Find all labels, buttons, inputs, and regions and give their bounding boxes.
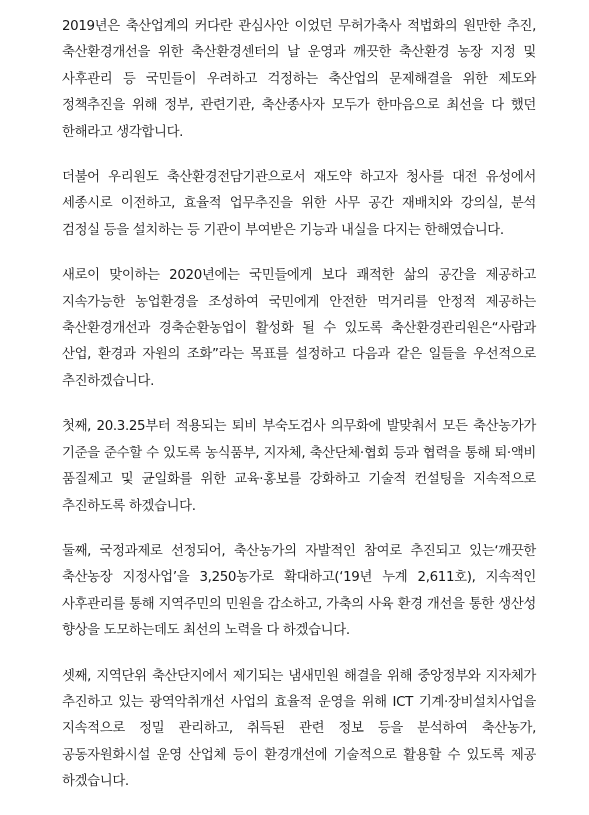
paragraph-first-priority: 첫째, 20.3.25부터 적용되는 퇴비 부숙도검사 의무화에 발맞춰서 모든 축산농가가 기준을 준수할 수 있도록 농식품부, 지자체, 축산단체·협회 등과 협력을 통해 퇴·액비 품질제고 및 균일화를 위한 교육·홍보를 강화하고 기술적 컨설팅을 지속적으로 추진하도록 하겠습니다. <box>62 419 536 514</box>
document-body <box>62 14 536 815</box>
paragraph-2019-review: 2019년은 축산업계의 커다란 관심사안 이었던 무허가축사 적법화의 원만한 추진, 축산환경개선을 위한 축산환경센터의 날 운영과 깨끗한 축산환경 농장 지정 및 사후관리 등 국민들이 우려하고 걱정하는 축산업의 문제해결을 위한 제도와 정책추진을 위해 정부, 관련기관, 축산종사자 모두가 한마음으로 최선을 다 했던 한해라고 생각합니다. <box>62 19 536 140</box>
paragraph-third-priority: 셋째, 지역단위 축산단지에서 제기되는 냄새민원 해결을 위해 중앙정부와 지자체가 추진하고 있는 광역악취개선 사업의 효율적 운영을 위해 ICT 기계·장비설치사업을 지속적으로 정밀 관리하고, 취득된 관련 정보 등을 분석하여 축산농가, 공동자원화시설 운영 산업체 등이 환경개선에 기술적으로 활용할 수 있도록 제공 하겠습니다. <box>62 668 536 790</box>
paragraph-2020-goals: 새로이 맞이하는 2020년에는 국민들에게 보다 쾌적한 삶의 공간을 제공하고 지속가능한 농업환경을 조성하여 국민에게 안전한 먹거리를 안정적 제공하는 축산환경개선과 경축순환농업이 활성화 될 수 있도록 축산환경관리원은“사람과 산업, 환경과 자원의 조화”라는 목표를 설정하고 다음과 같은 일들을 우선적으로 추진하겠습니다. <box>62 268 536 389</box>
paragraph-relocation: 더불어 우리원도 축산환경전담기관으로서 재도약 하고자 청사를 대전 유성에서 세종시로 이전하고, 효율적 업무추진을 위한 사무 공간 재배치와 강의실, 분석 검정실 등을 설치하는 등 기관이 부여받은 기능과 내실을 다지는 한해였습니다. <box>62 170 536 238</box>
paragraph-second-priority: 둘째, 국정과제로 선정되어, 축산농가의 자발적인 참여로 추진되고 있는‘깨끗한 축산농장 지정사업’을 3,250농가로 확대하고(‘19년 누계 2,611호), 지속적인 사후관리를 통해 지역주민의 민원을 감소하고, 가축의 사육 환경 개선을 통한 생산성 향상을 도모하는데도 최선의 노력을 다 하겠습니다. <box>62 543 536 639</box>
